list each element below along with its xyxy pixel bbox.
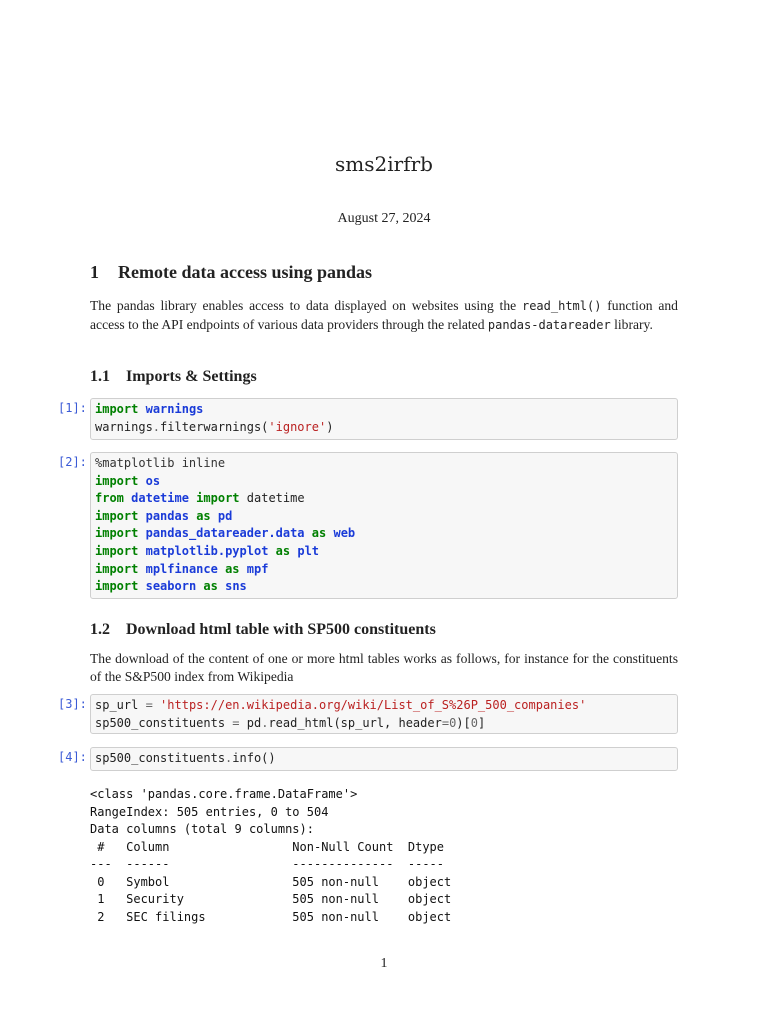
output-line: 1 Security 505 non-null object — [90, 892, 452, 906]
cell-prompt: [1]: — [58, 401, 87, 415]
text: sp_url — [95, 698, 146, 712]
string: 'https://en.wikipedia.org/wiki/List_of_S%26P_500_companies' — [160, 698, 587, 712]
text: sp500_constituents — [95, 751, 226, 765]
module: mplfinance — [145, 561, 218, 576]
text: read_html(sp_url, header — [268, 715, 442, 730]
text: The pandas library enables access to data displayed on websites using the — [90, 298, 522, 313]
number: 0 — [470, 715, 478, 730]
text: library. — [610, 316, 653, 332]
keyword: import — [196, 491, 240, 506]
text: function and access to the API endpoints of various data providers through the related — [90, 298, 678, 332]
module: os — [145, 473, 161, 488]
inline-code: read_html() — [521, 299, 602, 313]
text: %matplotlib inline — [95, 456, 226, 470]
keyword: as — [225, 561, 240, 576]
text: warnings — [95, 419, 153, 434]
keyword: as — [275, 543, 291, 558]
intro-paragraph — [90, 297, 678, 334]
text: info() — [232, 751, 276, 765]
text: )[ — [456, 715, 471, 730]
output-line: 2 SEC filings 505 non-null object — [90, 909, 452, 924]
module: warnings — [145, 402, 204, 416]
module: datetime — [131, 491, 189, 506]
text: pd — [239, 715, 262, 730]
output-line: <class 'pandas.core.frame.DataFrame'> — [90, 787, 358, 801]
section-title: Imports & Settings — [126, 368, 257, 385]
keyword: import — [95, 473, 139, 488]
keyword: import — [95, 402, 139, 416]
code-cell-2[interactable] — [90, 452, 678, 599]
cell-prompt: [3]: — [58, 697, 87, 711]
module: sns — [225, 579, 247, 594]
module: matplotlib.pyplot — [145, 543, 269, 558]
sp500-paragraph: The download of the content of one or more html tables works as follows, for instance for the constituents of the S&P500 index from Wikipedia — [90, 651, 678, 684]
text: ] — [477, 715, 486, 730]
code-cell-1[interactable] — [90, 398, 678, 440]
document-date: August 27, 2024 — [337, 211, 431, 226]
inline-code: pandas-datareader — [487, 317, 611, 332]
module: pd — [217, 508, 233, 523]
section-title: Download html table with SP500 constituents — [126, 621, 436, 638]
section-number: 1 — [90, 262, 99, 282]
text: ) — [326, 419, 334, 434]
module: mpf — [246, 561, 269, 576]
output-line: Data columns (total 9 columns): — [90, 822, 314, 836]
keyword: as — [203, 579, 218, 594]
cell-prompt: [4]: — [58, 750, 87, 764]
keyword: as — [196, 508, 211, 523]
keyword: import — [95, 579, 139, 594]
operator: . — [261, 715, 269, 730]
operator: = — [145, 698, 153, 712]
cell-output — [90, 786, 451, 926]
operator: = — [441, 715, 450, 730]
keyword: import — [95, 508, 139, 523]
string: 'ignore' — [268, 419, 327, 434]
operator: = — [232, 715, 240, 730]
text: sp500_constituents — [95, 715, 233, 730]
page-number: 1 — [380, 956, 388, 971]
module: pandas — [145, 508, 189, 523]
module: pandas_datareader.data — [145, 526, 305, 541]
text: datetime — [246, 491, 305, 506]
output-line: # Column Non-Null Count Dtype — [90, 839, 445, 854]
output-line: 0 Symbol 505 non-null object — [90, 874, 452, 889]
module: seaborn — [145, 579, 197, 594]
section-number: 1.2 — [90, 621, 110, 638]
output-line: --- ------ -------------- ----- — [90, 857, 445, 871]
keyword: import — [95, 561, 139, 576]
section-heading-1 — [90, 262, 372, 283]
output-line: RangeIndex: 505 entries, 0 to 504 — [90, 804, 329, 819]
text: filterwarnings( — [160, 419, 269, 434]
keyword: import — [95, 543, 139, 558]
module: web — [333, 526, 356, 541]
operator: . — [152, 419, 161, 434]
keyword: from — [95, 491, 124, 506]
document-title: sms2irfrb — [335, 152, 433, 176]
number: 0 — [449, 715, 457, 730]
code-cell-4[interactable] — [90, 747, 678, 771]
keyword: import — [95, 526, 139, 541]
code-cell-3[interactable] — [90, 694, 678, 734]
module: plt — [297, 543, 320, 558]
section-title: Remote data access using pandas — [118, 262, 373, 282]
cell-prompt: [2]: — [58, 455, 87, 469]
keyword: as — [311, 526, 327, 541]
section-number: 1.1 — [90, 368, 110, 385]
section-heading-1-2 — [90, 621, 436, 639]
operator: . — [225, 751, 233, 765]
section-heading-1-1 — [90, 368, 257, 386]
